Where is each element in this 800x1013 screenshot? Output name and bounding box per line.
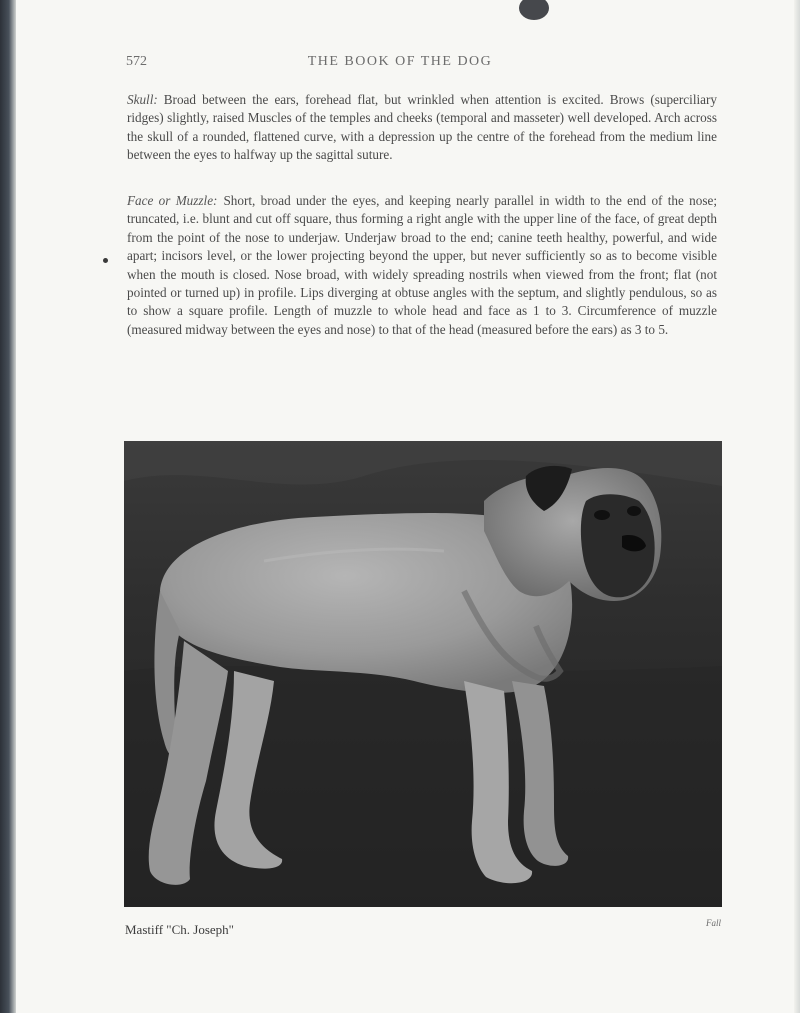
photo-caption: Mastiff "Ch. Joseph" — [125, 922, 234, 937]
mastiff-photo-illustration — [124, 441, 722, 907]
scan-edge-right — [794, 0, 800, 1013]
mastiff-photograph — [124, 441, 722, 907]
ink-speck — [103, 258, 108, 263]
running-head: THE BOOK OF THE DOG — [307, 54, 493, 69]
section-skull — [127, 91, 717, 165]
section-face-muzzle — [127, 192, 717, 339]
section-term: Skull: — [127, 92, 158, 107]
section-term: Face or Muzzle: — [127, 193, 218, 208]
scan-edge-left — [0, 0, 16, 1013]
punch-hole — [519, 0, 549, 20]
photo-credit: Fall — [706, 918, 721, 928]
page-number: 572 — [126, 54, 147, 69]
section-text: Short, broad under the eyes, and keeping nearly parallel in width to the end of the nose; truncated, i.e. blunt and cut off square, thus forming a right angle with the upper line of the face, of great depth from the point of the nose to underjaw. Underjaw broad to the end; canine teeth healthy, powerful, and wide apart; incisors level, or the lower projecting beyond the upper, but never sufficiently so as to become visible when the mouth is closed. Nose broad, with widely spreading nostrils when viewed from the front; flat (not pointed or turned up) in profile. Lips diverging at obtuse angles with the septum, and slightly pendulous, so as to show a square profile. Length of muzzle to whole head and face as 1 to 3. Circumference of muzzle (measured midway between the eyes and nose) to that of the head (measured before the ears) as 3 to 5. — [127, 193, 717, 337]
section-text: Broad between the ears, forehead flat, but wrinkled when attention is excited. Brows (superciliary ridges) slightly, raised Muscles of the temples and cheeks (temporal and masseter) well developed. Arch across the skull of a rounded, flattened curve, with a depression up the centre of the forehead from the medium line between the eyes to halfway up the sagittal suture. — [127, 92, 717, 163]
